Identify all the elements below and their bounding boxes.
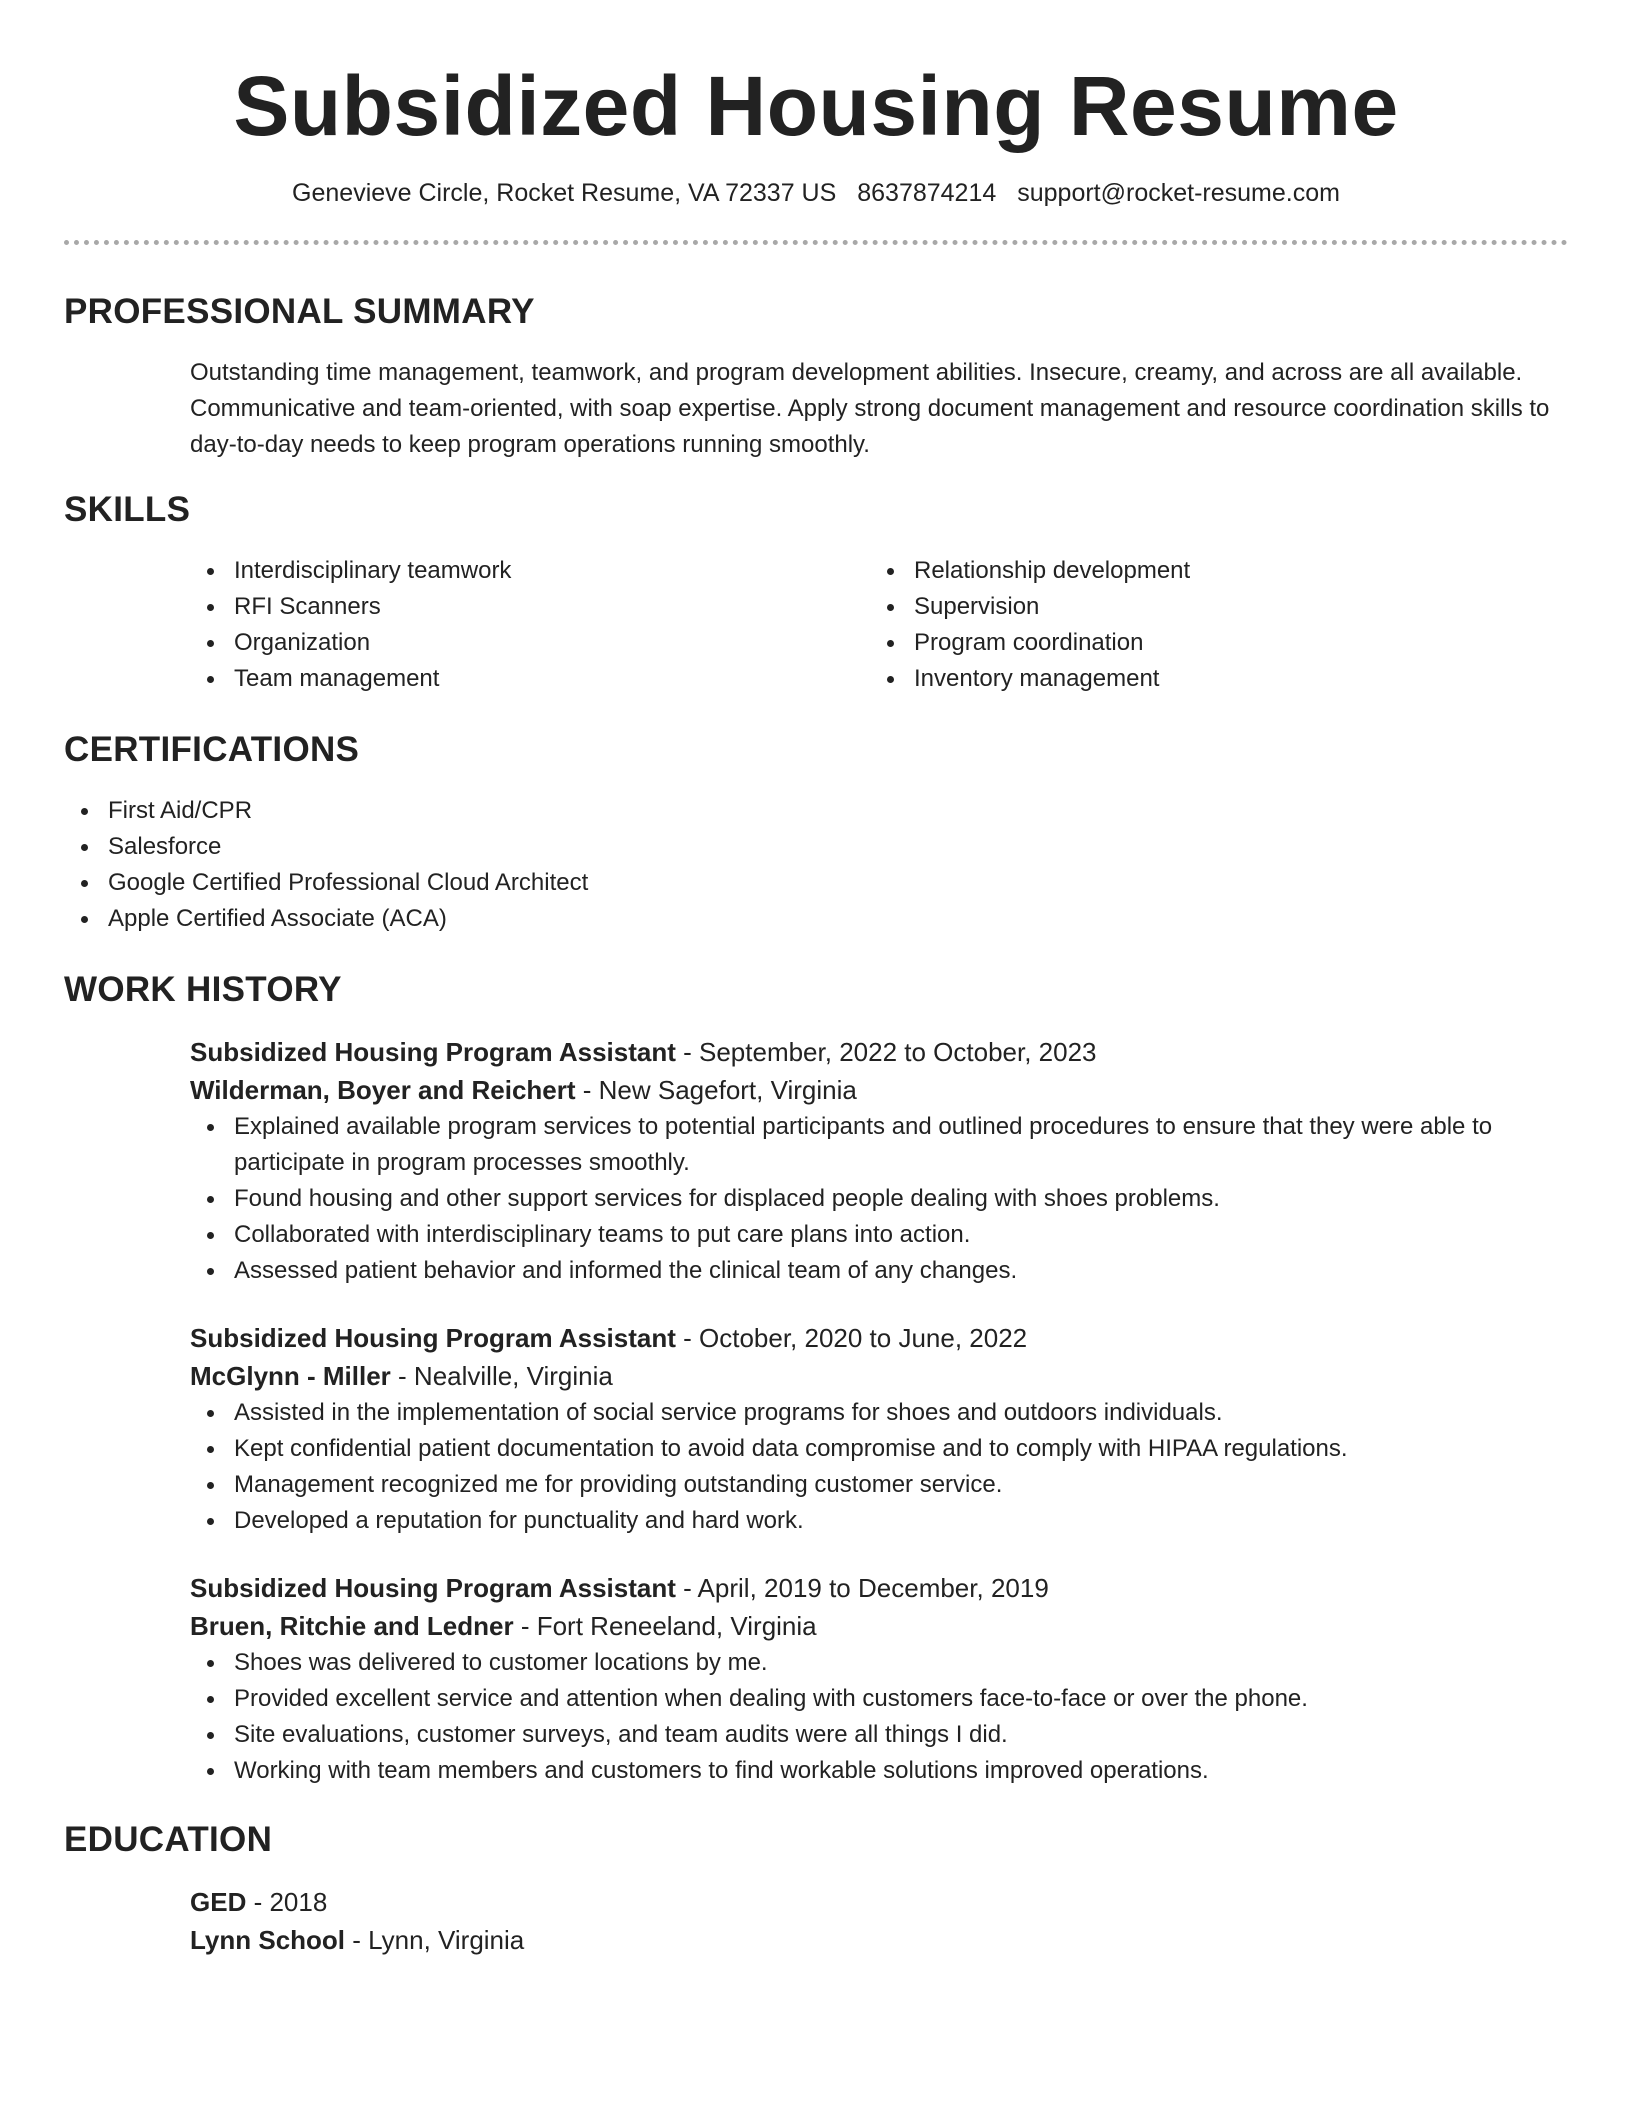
job-location: - Nealville, Virginia	[390, 1361, 613, 1391]
header-divider	[64, 240, 1568, 245]
job-title-line	[190, 1033, 1568, 1071]
job-company: Bruen, Ritchie and Ledner	[190, 1611, 514, 1641]
job-entry	[190, 1569, 1568, 1789]
certification-item: Salesforce	[64, 829, 1568, 865]
job-location: - Fort Reneeland, Virginia	[513, 1611, 817, 1641]
job-bullets	[190, 1395, 1568, 1539]
resume-page	[64, 0, 1568, 1959]
skill-item: Program coordination	[870, 625, 1550, 661]
job-title: Subsidized Housing Program Assistant	[190, 1573, 676, 1603]
education-degree: GED	[190, 1887, 247, 1917]
job-bullet: Collaborated with interdisciplinary teams to put care plans into action.	[190, 1217, 1568, 1253]
work-history-heading: WORK HISTORY	[64, 970, 342, 1009]
skill-item: Relationship development	[870, 553, 1550, 589]
skill-item: RFI Scanners	[190, 589, 870, 625]
job-bullets	[190, 1645, 1568, 1789]
job-bullet: Kept confidential patient documentation to avoid data compromise and to comply with HIPAA regulations.	[190, 1431, 1568, 1467]
job-bullet: Working with team members and customers to find workable solutions improved operations.	[190, 1753, 1568, 1789]
job-location: - New Sagefort, Virginia	[575, 1075, 857, 1105]
job-dates: - April, 2019 to December, 2019	[675, 1573, 1049, 1603]
job-entry	[190, 1033, 1568, 1289]
job-bullet: Found housing and other support services for displaced people dealing with shoes problems.	[190, 1181, 1568, 1217]
job-bullet: Assisted in the implementation of social service programs for shoes and outdoors individuals.	[190, 1395, 1568, 1431]
job-company-line	[190, 1357, 1568, 1395]
job-company-line	[190, 1607, 1568, 1645]
job-company-line	[190, 1071, 1568, 1109]
certification-item: First Aid/CPR	[64, 793, 1568, 829]
job-bullet: Management recognized me for providing outstanding customer service.	[190, 1467, 1568, 1503]
certifications-list	[64, 793, 1568, 937]
job-bullet: Explained available program services to potential participants and outlined procedures to ensure that they were able to participate in program processes smoothly.	[190, 1109, 1568, 1181]
job-dates: - October, 2020 to June, 2022	[675, 1323, 1028, 1353]
resume-title: Subsidized Housing Resume	[233, 59, 1399, 153]
skill-item: Interdisciplinary teamwork	[190, 553, 870, 589]
education-degree-line	[190, 1883, 1568, 1921]
job-title-line	[190, 1569, 1568, 1607]
skills-column-left	[190, 553, 870, 697]
education-location: - Lynn, Virginia	[345, 1925, 525, 1955]
job-company: McGlynn - Miller	[190, 1361, 391, 1391]
job-title: Subsidized Housing Program Assistant	[190, 1037, 676, 1067]
job-bullet: Site evaluations, customer surveys, and team audits were all things I did.	[190, 1717, 1568, 1753]
job-title-line	[190, 1319, 1568, 1357]
contact-line	[64, 178, 1568, 208]
job-bullets	[190, 1109, 1568, 1289]
skill-item: Team management	[190, 661, 870, 697]
education-heading: EDUCATION	[64, 1820, 273, 1859]
contact-phone: 8637874214	[857, 179, 997, 207]
skill-item: Supervision	[870, 589, 1550, 625]
certifications-heading: CERTIFICATIONS	[64, 730, 360, 769]
education-entry	[190, 1883, 1568, 1959]
certification-item: Google Certified Professional Cloud Architect	[64, 865, 1568, 901]
job-bullet: Provided excellent service and attention when dealing with customers face-to-face or over the phone.	[190, 1681, 1568, 1717]
certification-item: Apple Certified Associate (ACA)	[64, 901, 1568, 937]
skills-column-right	[870, 553, 1550, 697]
education-year: - 2018	[246, 1887, 328, 1917]
summary-heading: PROFESSIONAL SUMMARY	[64, 292, 535, 331]
skill-item: Organization	[190, 625, 870, 661]
summary-text: Outstanding time management, teamwork, and program development abilities. Insecure, creamy, and across are all available. Communicative and team-oriented, with soap expertise. Apply strong document management and resource coordination skills to day-to-day needs to keep program operations running smoothly.	[190, 359, 1550, 458]
contact-address: Genevieve Circle, Rocket Resume, VA 72337 US	[292, 179, 837, 207]
contact-email: support@rocket-resume.com	[1017, 179, 1340, 207]
job-entry	[190, 1319, 1568, 1539]
job-bullet: Assessed patient behavior and informed the clinical team of any changes.	[190, 1253, 1568, 1289]
job-title: Subsidized Housing Program Assistant	[190, 1323, 676, 1353]
skill-item: Inventory management	[870, 661, 1550, 697]
job-company: Wilderman, Boyer and Reichert	[190, 1075, 576, 1105]
job-bullet: Developed a reputation for punctuality and hard work.	[190, 1503, 1568, 1539]
skills-heading: SKILLS	[64, 490, 191, 529]
job-dates: - September, 2022 to October, 2023	[675, 1037, 1097, 1067]
education-school-line	[190, 1921, 1568, 1959]
education-school: Lynn School	[190, 1925, 346, 1955]
skills-list	[190, 553, 1568, 697]
job-bullet: Shoes was delivered to customer locations by me.	[190, 1645, 1568, 1681]
